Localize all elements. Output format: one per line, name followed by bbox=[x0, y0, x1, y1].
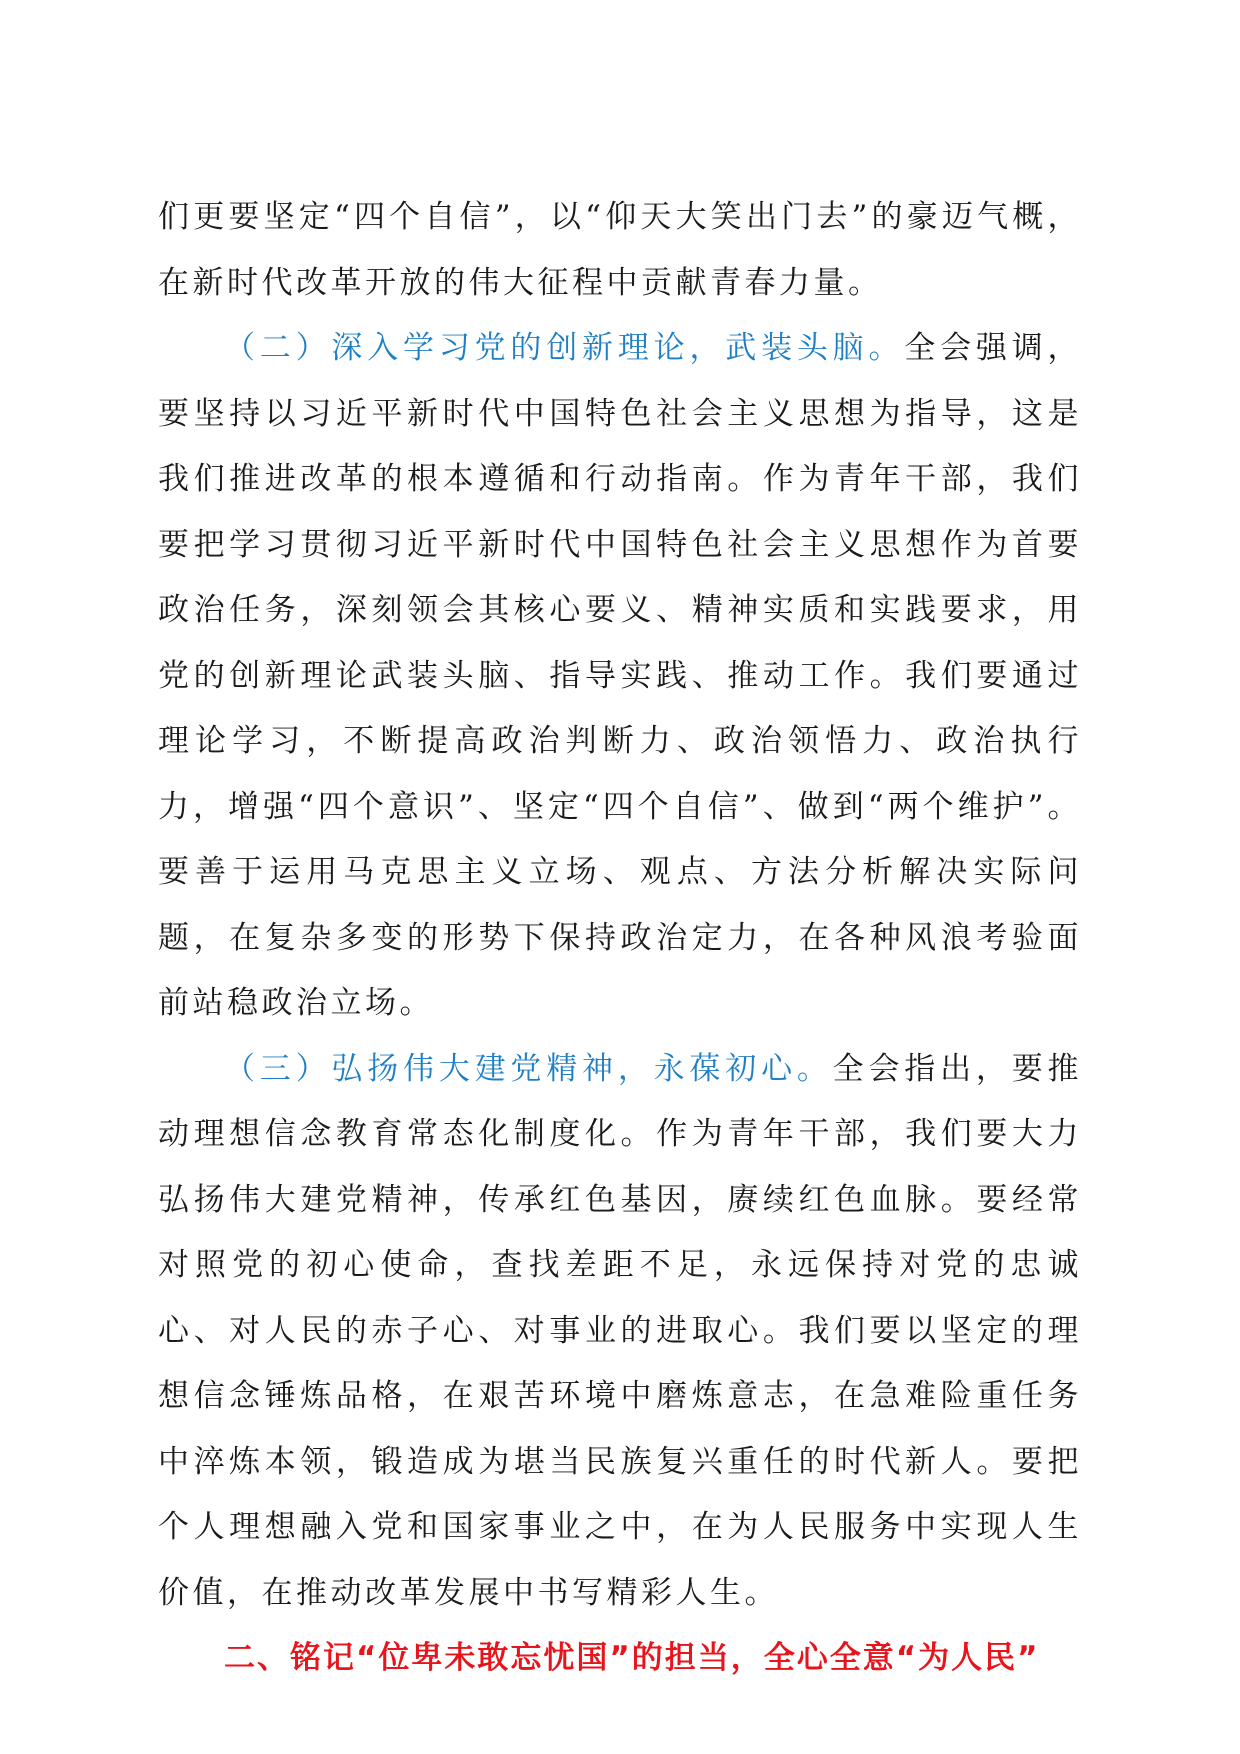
section-2-heading: （二）深入学习党的创新理论，武装头脑。 bbox=[224, 330, 905, 366]
document-page bbox=[158, 185, 1082, 1692]
continuation-paragraph: 们更要坚定“四个自信”，以“仰天大笑出门去”的豪迈气概，在新时代改革开放的伟大征程中贡献青春力量。 bbox=[158, 199, 1082, 301]
chapter-heading: 二、铭记“位卑未敢忘忧国”的担当，全心全意“为人民” bbox=[224, 1640, 1040, 1676]
section-2-body: 全会强调，要坚持以习近平新时代中国特色社会主义思想为指导，这是我们推进改革的根本遵循和行动指南。作为青年干部，我们要把学习贯彻习近平新时代中国特色社会主义思想作为首要政治任务，深刻领会其核心要义、精神实质和实践要求，用党的创新理论武装头脑、指导实践、推动工作。我们要通过理论学习，不断提高政治判断力、政治领悟力、政治执行力，增强“四个意识”、坚定“四个自信”、做到“两个维护”。要善于运用马克思主义立场、观点、方法分析解决实际问题，在复杂多变的形势下保持政治定力，在各种风浪考验面前站稳政治立场。 bbox=[158, 330, 1082, 1021]
section-3-paragraph bbox=[158, 1037, 1082, 1627]
section-3-heading: （三）弘扬伟大建党精神，永葆初心。 bbox=[224, 1050, 833, 1087]
section-2-paragraph bbox=[158, 316, 1082, 1037]
section-3-body: 全会指出，要推动理想信念教育常态化制度化。作为青年干部，我们要大力弘扬伟大建党精神，传承红色基因，赓续红色血脉。要经常对照党的初心使命，查找差距不足，永远保持对党的忠诚心、对人民的赤子心、对事业的进取心。我们要以坚定的理想信念锤炼品格，在艰苦环境中磨炼意志，在急难险重任务中淬炼本领，锻造成为堪当民族复兴重任的时代新人。要把个人理想融入党和国家事业之中，在为人民服务中实现人生价值，在推动改革发展中书写精彩人生。 bbox=[158, 1050, 1082, 1611]
